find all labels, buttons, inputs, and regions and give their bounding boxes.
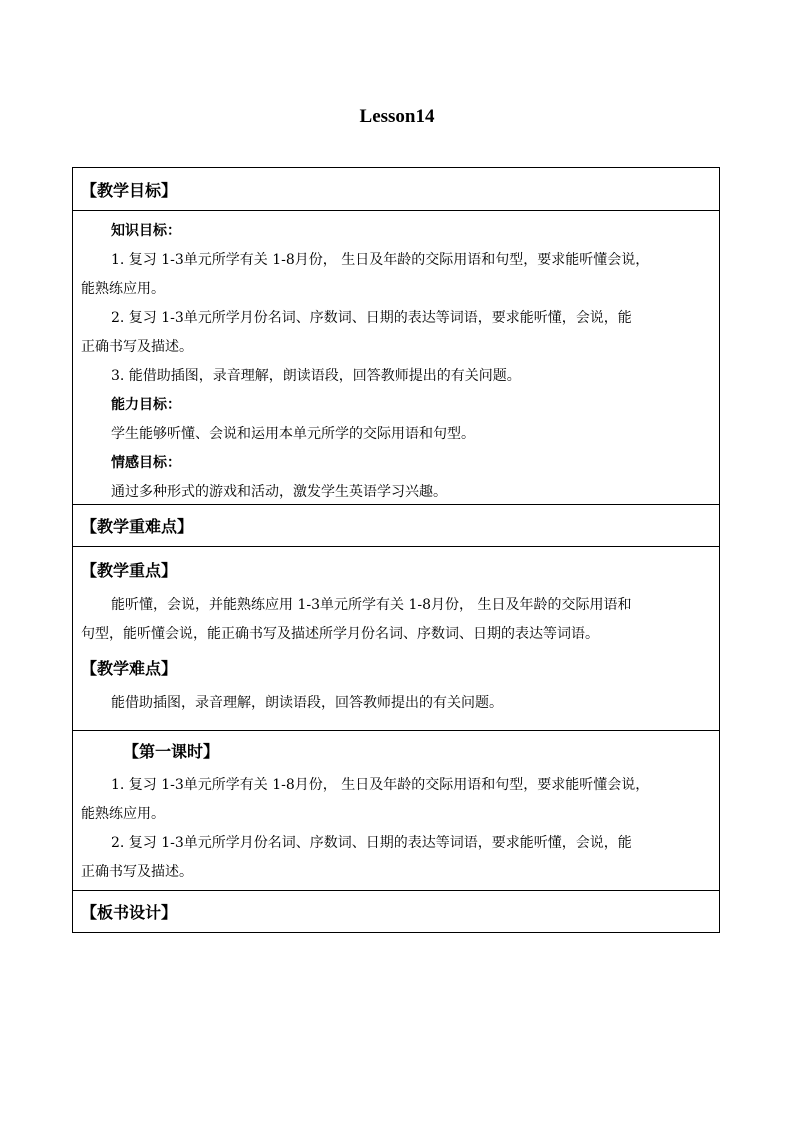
board-design-header: 【板书设计】 <box>73 890 719 932</box>
page-title: Lesson14 <box>359 106 435 127</box>
first-lesson-item-2-cont: 正确书写及描述。 <box>81 864 193 880</box>
key-difficult-header: 【教学重难点】 <box>73 504 719 546</box>
knowledge-item-1: 1. 复习 1-3单元所学有关 1-8月份， 生日及年龄的交际用语和句型，要求能听懂会说， <box>111 252 650 268</box>
emotion-text: 通过多种形式的游戏和活动，激发学生英语学习兴趣。 <box>111 484 447 500</box>
knowledge-item-2: 2. 复习 1-3单元所学月份名词、序数词、日期的表达等词语，要求能听懂，会说，能 <box>111 310 632 326</box>
key-points-label: 【教学重点】 <box>81 561 178 580</box>
lesson-plan-table <box>72 167 720 933</box>
first-lesson-item-1: 1. 复习 1-3单元所学有关 1-8月份， 生日及年龄的交际用语和句型，要求能听懂会说， <box>111 777 650 793</box>
first-lesson-item-1-cont: 能熟练应用。 <box>81 806 165 822</box>
objectives-section <box>73 210 719 504</box>
first-lesson-header: 【第一课时】 <box>123 742 220 761</box>
objectives-header: 【教学目标】 <box>81 180 178 200</box>
knowledge-item-2-cont: 正确书写及描述。 <box>81 339 193 355</box>
emotion-label: 情感目标： <box>111 455 181 471</box>
difficult-points-text: 能借助插图，录音理解，朗读语段，回答教师提出的有关问题。 <box>111 695 503 711</box>
knowledge-item-3: 3. 能借助插图，录音理解，朗读语段，回答教师提出的有关问题。 <box>111 368 521 384</box>
key-points-line-2: 句型，能听懂会说，能正确书写及描述所学月份名词、序数词、日期的表达等词语。 <box>81 626 599 642</box>
difficult-points-label: 【教学难点】 <box>81 659 178 678</box>
ability-label: 能力目标： <box>111 397 181 413</box>
first-lesson-section <box>73 730 719 890</box>
key-difficult-section <box>73 546 719 730</box>
ability-text: 学生能够听懂、会说和运用本单元所学的交际用语和句型。 <box>111 426 475 442</box>
knowledge-item-1-cont: 能熟练应用。 <box>81 281 165 297</box>
knowledge-label: 知识目标： <box>111 223 181 239</box>
key-points-line-1: 能听懂，会说，并能熟练应用 1-3单元所学有关 1-8月份， 生日及年龄的交际用语和 <box>111 597 632 613</box>
first-lesson-item-2: 2. 复习 1-3单元所学月份名词、序数词、日期的表达等词语，要求能听懂，会说，能 <box>111 835 632 851</box>
